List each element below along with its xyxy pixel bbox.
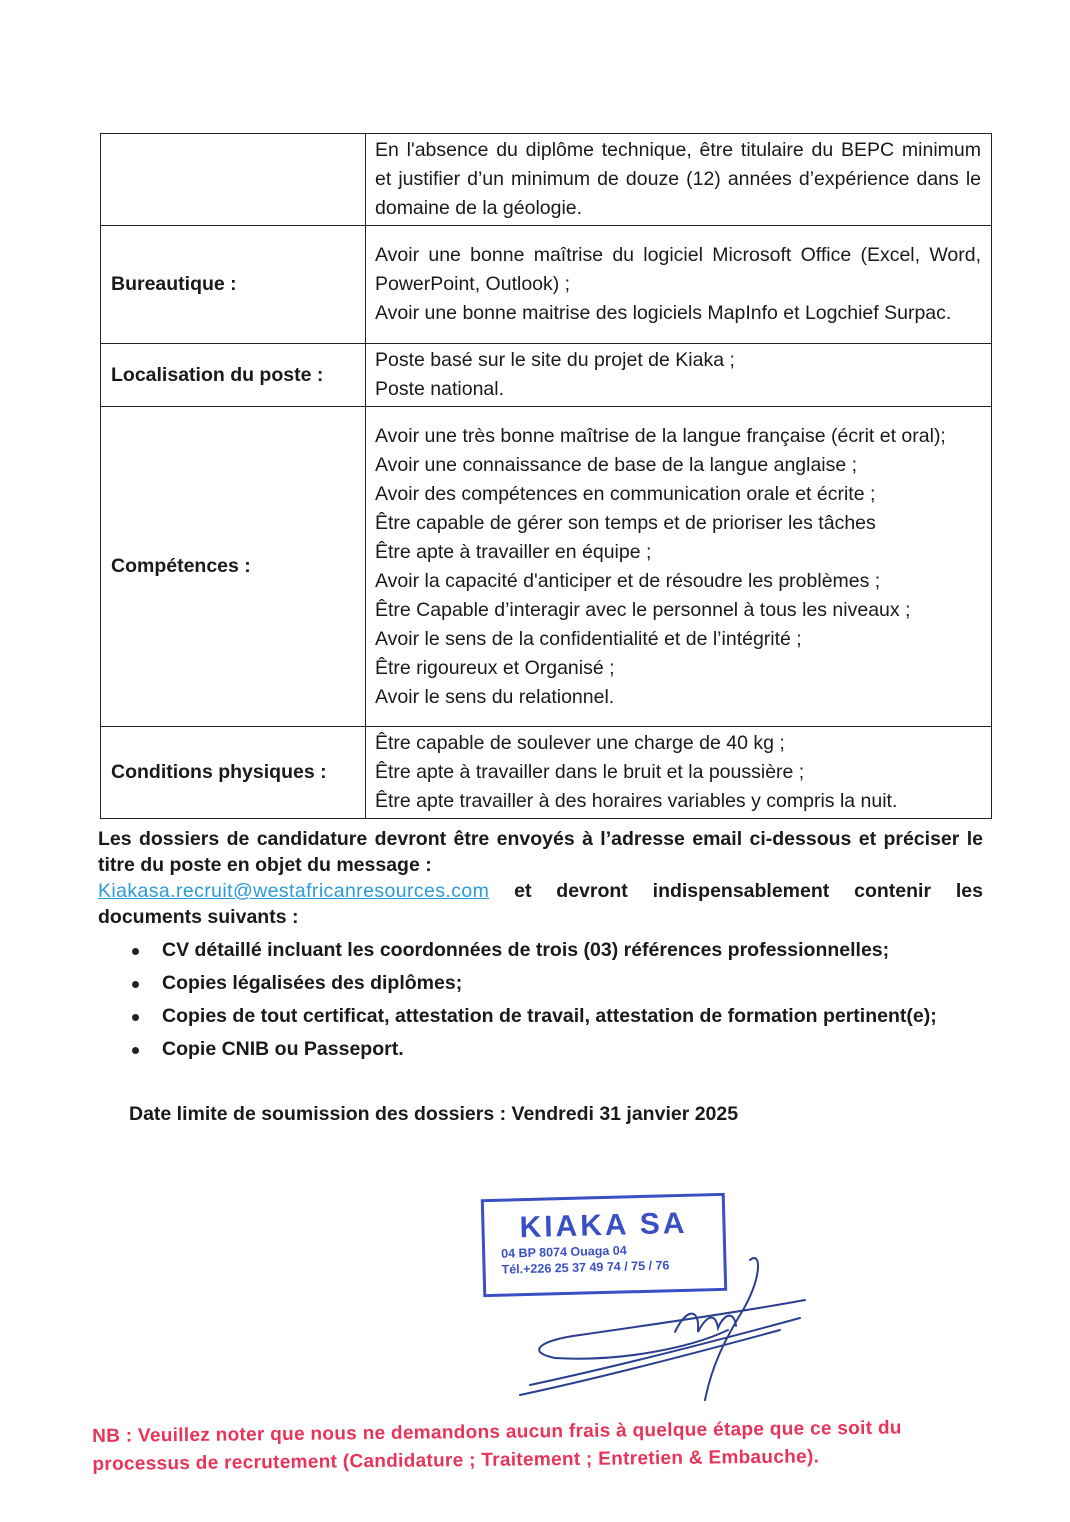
stamp-company-name: KIAKA SA xyxy=(519,1206,688,1245)
content-line: Avoir une bonne maitrise des logiciels MapInfo et Logchief Surpac. xyxy=(375,302,952,324)
list-item: CV détaillé incluant les coordonnées de trois (03) références professionnelles; xyxy=(162,936,983,965)
table-row xyxy=(101,407,992,727)
content-line: Avoir la capacité d'anticiper et de résoudre les problèmes ; xyxy=(375,569,881,592)
content-line: Être Capable d’interagir avec le personnel à tous les niveaux ; xyxy=(375,598,911,621)
documents-list xyxy=(98,936,983,1064)
email-link[interactable]: Kiakasa.recruit@westafricanresources.com xyxy=(98,880,490,902)
list-item: Copie CNIB ou Passeport. xyxy=(162,1035,983,1064)
content-line: Poste national. xyxy=(375,378,505,400)
content-line: Être capable de soulever une charge de 40 kg ; xyxy=(375,732,785,754)
table-row xyxy=(101,344,992,407)
application-instructions xyxy=(98,826,983,1068)
content-line: En l'absence du diplôme technique, être titulaire du BEPC minimum et justifier d’un minimum de douze (12) années d’expérience dans le domaine de la géologie. xyxy=(375,139,981,219)
content-line: Avoir des compétences en communication orale et écrite ; xyxy=(375,482,876,505)
content-line: Avoir le sens du relationnel. xyxy=(375,685,615,708)
row-content xyxy=(366,727,992,819)
row-label: Conditions physiques : xyxy=(101,727,366,819)
instructions-intro: Les dossiers de candidature devront être envoyés à l’adresse email ci-dessous et préciser le titre du poste en objet du message : xyxy=(98,828,983,876)
content-line: Être apte travailler à des horaires variables y compris la nuit. xyxy=(375,790,898,812)
stamp-phone: Tél.+226 25 37 49 74 / 75 / 76 xyxy=(501,1258,670,1277)
row-label: Localisation du poste : xyxy=(101,344,366,407)
row-label: Bureautique : xyxy=(101,226,366,344)
list-item: Copies légalisées des diplômes; xyxy=(162,969,983,998)
submission-deadline: Date limite de soumission des dossiers : Vendredi 31 janvier 2025 xyxy=(129,1103,739,1125)
content-line: Être capable de gérer son temps et de prioriser les tâches xyxy=(375,511,876,534)
requirements-table xyxy=(100,133,992,819)
nb-notice: NB : Veuillez noter que nous ne demandons aucun frais à quelque étape que ce soit du processus de recrutement (Candidature ; Traitement ; Entretien & Embauche). xyxy=(92,1417,902,1475)
instructions-paragraph xyxy=(98,826,983,930)
content-line: Avoir une bonne maîtrise du logiciel Microsoft Office (Excel, Word, PowerPoint, Outlook) ; xyxy=(375,244,981,295)
content-line: Être apte à travailler dans le bruit et la poussière ; xyxy=(375,761,805,783)
content-line: Être rigoureux et Organisé ; xyxy=(375,656,615,679)
table-row xyxy=(101,727,992,819)
content-line: Avoir le sens de la confidentialité et de l’intégrité ; xyxy=(375,627,802,650)
content-line: Avoir une connaissance de base de la langue anglaise ; xyxy=(375,453,858,476)
row-label: Compétences : xyxy=(101,407,366,727)
signature-icon xyxy=(500,1240,820,1410)
row-content xyxy=(366,134,992,226)
content-line: Poste basé sur le site du projet de Kiaka ; xyxy=(375,349,735,371)
table-row xyxy=(101,134,992,226)
table-row xyxy=(101,226,992,344)
row-content xyxy=(366,226,992,344)
list-item: Copies de tout certificat, attestation de travail, attestation de formation pertinent(e); xyxy=(162,1002,983,1031)
row-label xyxy=(101,134,366,226)
stamp-address: 04 BP 8074 Ouaga 04 xyxy=(501,1243,627,1261)
row-content xyxy=(366,407,992,727)
instructions-after-email: et devront indispensablement contenir les documents suivants : xyxy=(98,880,983,928)
row-content xyxy=(366,344,992,407)
content-line: Avoir une très bonne maîtrise de la langue française (écrit et oral); xyxy=(375,424,946,447)
content-line: Être apte à travailler en équipe ; xyxy=(375,540,652,563)
